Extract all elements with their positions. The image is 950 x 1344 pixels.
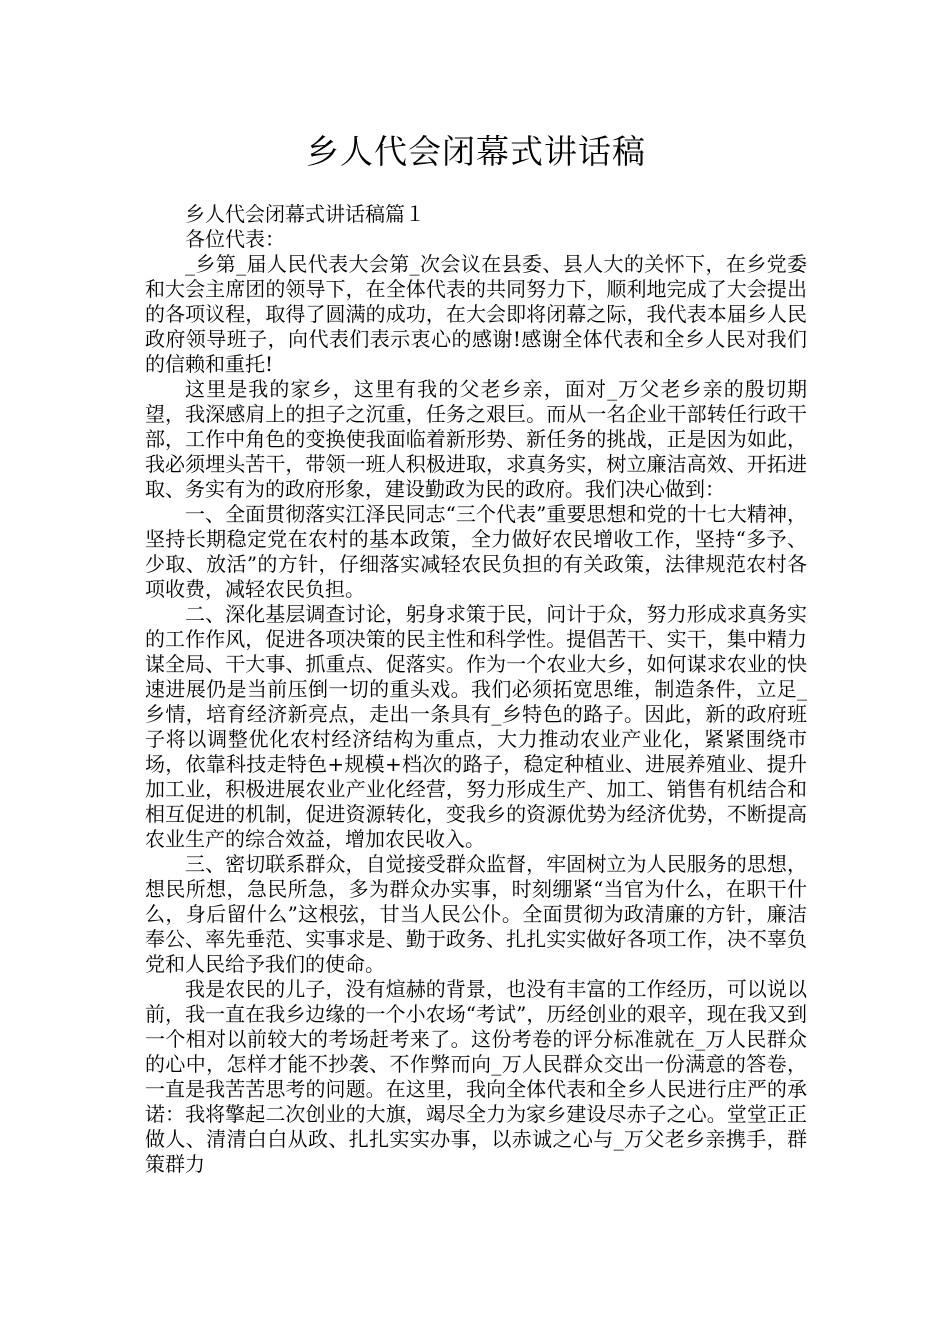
section-heading: 乡人代会闭幕式讲话稿篇１ <box>185 202 425 226</box>
salutation: 各位代表： <box>185 227 285 251</box>
paragraph-4: 二、深化基层调查讨论，躬身求策于民，问计于众，努力形成求真务实的工作作风，促进各项决策的民主性和科学性。提倡苦干、实干，集中精力谋全局、干大事、抓重点、促落实。作为一个农业大乡，如何谋求农业的快速进展仍是当前压倒一切的重头戏。我们必须拓宽思维，制造条件，立足_乡情，培育经济新亮点，走出一条具有_乡特色的路子。因此，新的政府班子将以调整优化农村经济结构为重点，大力推动农业产业化，紧紧围绕市场，依靠科技走特色+规模+档次的路子，稳定种植业、进展养殖业、提升加工业，积极进展农业产业化经营，努力形成生产、加工、销售有机结合和相互促进的机制，促进资源转化，变我乡的资源优势为经济优势，不断提高农业生产的综合效益，增加农民收入。 <box>145 602 807 851</box>
document-title: 乡人代会闭幕式讲话稿 <box>306 132 646 171</box>
paragraph-3: 一、全面贯彻落实江泽民同志“三个代表”重要思想和党的十七大精神，坚持长期稳定党在农村的基本政策，全力做好农民增收工作，坚持“多予、少取、放活”的方针，仔细落实减轻农民负担的有关政策，法律规范农村各项收费，减轻农民负担。 <box>145 502 807 601</box>
paragraph-1: _乡第_届人民代表大会第_次会议在县委、县人大的关怀下，在乡党委和大会主席团的领导下，在全体代表的共同努力下，顺利地完成了大会提出的各项议程，取得了圆满的成功，在大会即将闭幕之际，我代表本届乡人民政府领导班子，向代表们表示衷心的感谢!感谢全体代表和全乡人民对我们的信赖和重托! <box>145 252 807 376</box>
document-body <box>145 202 807 1177</box>
paragraph-5: 三、密切联系群众，自觉接受群众监督，牢固树立为人民服务的思想，想民所想，急民所急，多为群众办实事，时刻绷紧“当官为什么，在职干什么，身后留什么”这根弦，甘当人民公仆。全面贯彻为政清廉的方针，廉洁奉公、率先垂范、实事求是、勤于政务、扎扎实实做好各项工作，决不辜负党和人民给予我们的使命。 <box>145 852 807 976</box>
document-page <box>145 0 807 1177</box>
paragraph-2: 这里是我的家乡，这里有我的父老乡亲，面对_万父老乡亲的殷切期望，我深感肩上的担子之沉重，任务之艰巨。而从一名企业干部转任行政干部，工作中角色的变换使我面临着新形势、新任务的挑战，正是因为如此，我必须埋头苦干，带领一班人积极进取，求真务实，树立廉洁高效、开拓进取、务实有为的政府形象，建设勤政为民的政府。我们决心做到： <box>145 377 807 501</box>
paragraph-6: 我是农民的儿子，没有煊赫的背景，也没有丰富的工作经历，可以说以前，我一直在我乡边缘的一个小农场“考试”，历经创业的艰辛，现在我又到一个相对以前较大的考场赶考来了。这份考卷的评分标准就在_万人民群众的心中，怎样才能不抄袭、不作弊而向_万人民群众交出一份满意的答卷，一直是我苦苦思考的问题。在这里，我向全体代表和全乡人民进行庄严的承诺：我将擎起二次创业的大旗，竭尽全力为家乡建设尽赤子之心。堂堂正正做人、清清白白从政、扎扎实实办事，以赤诚之心与_万父老乡亲携手，群策群力 <box>145 977 807 1176</box>
